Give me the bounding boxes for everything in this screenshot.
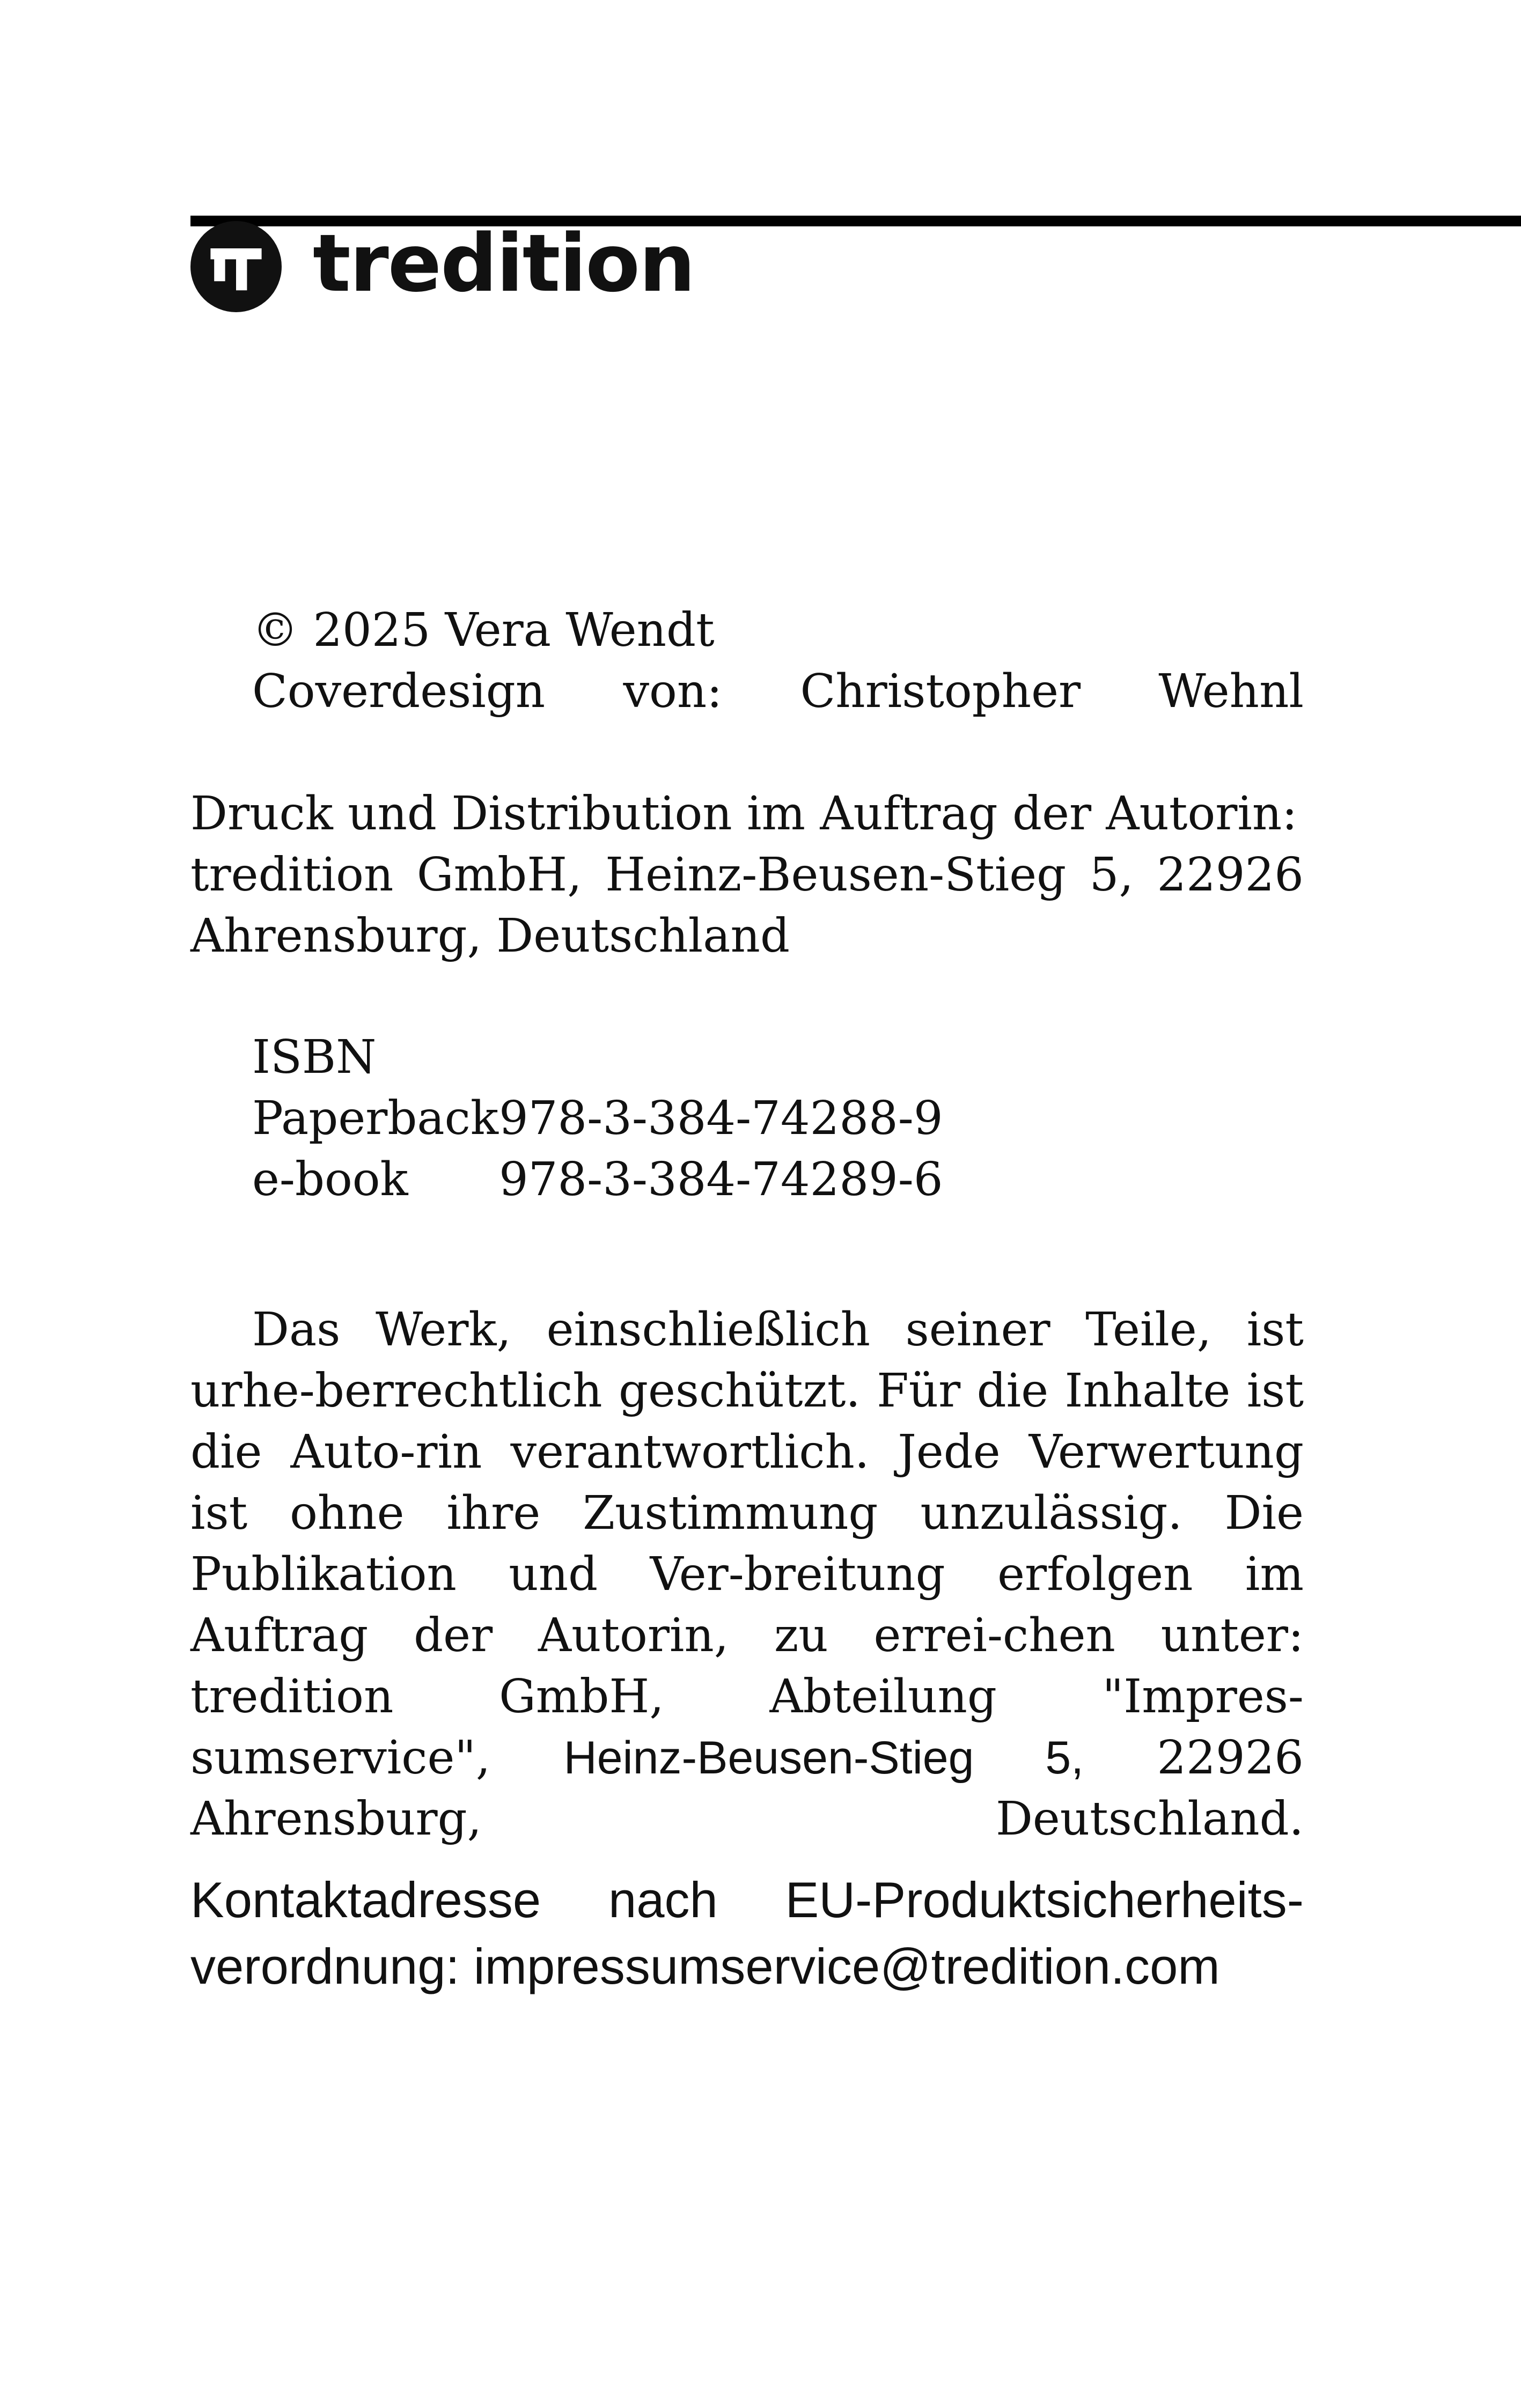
imprint-block [190,783,1304,967]
isbn-value: 978-3-384-74288-9 [499,1092,943,1145]
cover-word: Coverdesign [252,665,546,718]
cover-design-line [190,661,1304,722]
tredition-logo-icon [190,221,282,312]
contact-word: nach [608,1872,718,1928]
legal-address: Heinz-Beusen-Stieg 5, [563,1732,1084,1784]
isbn-block [190,1027,1304,1210]
contact-line-1 [190,1867,1304,1933]
legal-paragraph [190,1299,1304,1788]
isbn-value: 978-3-384-74289-6 [499,1153,943,1206]
imprint-line-3: Ahrensburg, Deutschland [190,909,790,963]
legal-city: Ahrensburg, [190,1792,482,1846]
legal-text: Das Werk, einschließlich seiner Teile, ist urhe-berrechtlich geschützt. Für die Inhalte ist die Auto-rin verantwortlich. Jede Verwertung ist ohne ihre Zustimmung unzulässig. Die Publikation und Ver-breitung erfolgen im Auftrag der Autorin, zu errei-chen unter: tredition GmbH, Abteilung "Impres-sumservice", [190,1303,1304,1785]
cover-word: von: [623,665,723,718]
isbn-label: Paperback [252,1092,498,1145]
publisher-name: tredition [313,217,695,310]
imprint-line-1: Druck und Distribution im Auftrag der Autorin: [190,787,1298,841]
isbn-heading: ISBN [252,1030,377,1084]
isbn-row-paperback [190,1088,1304,1149]
legal-last-line [190,1788,1304,1850]
imprint-word: GmbH, [416,848,582,902]
legal-country: Deutschland. [995,1792,1304,1846]
imprint-word: 22926 [1157,848,1304,902]
copyright-block [190,600,1304,722]
isbn-label: e-book [252,1153,408,1206]
contact-block [190,1867,1304,2000]
publisher-logo [190,217,695,312]
isbn-row-ebook [190,1149,1304,1210]
cover-word: Christopher [800,665,1081,718]
imprint-line-2 [190,844,1304,905]
imprint-word: 5, [1089,848,1134,902]
imprint-word: Heinz-Beusen-Stieg [605,848,1067,902]
contact-word: Kontaktadresse [190,1872,541,1928]
legal-notice [190,1299,1304,1850]
copyright-line: © 2025 Vera Wendt [252,603,715,657]
contact-word: EU-Produktsicherheits- [785,1872,1304,1928]
legal-zip: 22926 [1157,1731,1304,1785]
cover-word: Wehnl [1158,665,1304,718]
contact-line-2: verordnung: impressumservice@tredition.com [190,1938,1220,1994]
imprint-word: tredition [190,848,394,902]
